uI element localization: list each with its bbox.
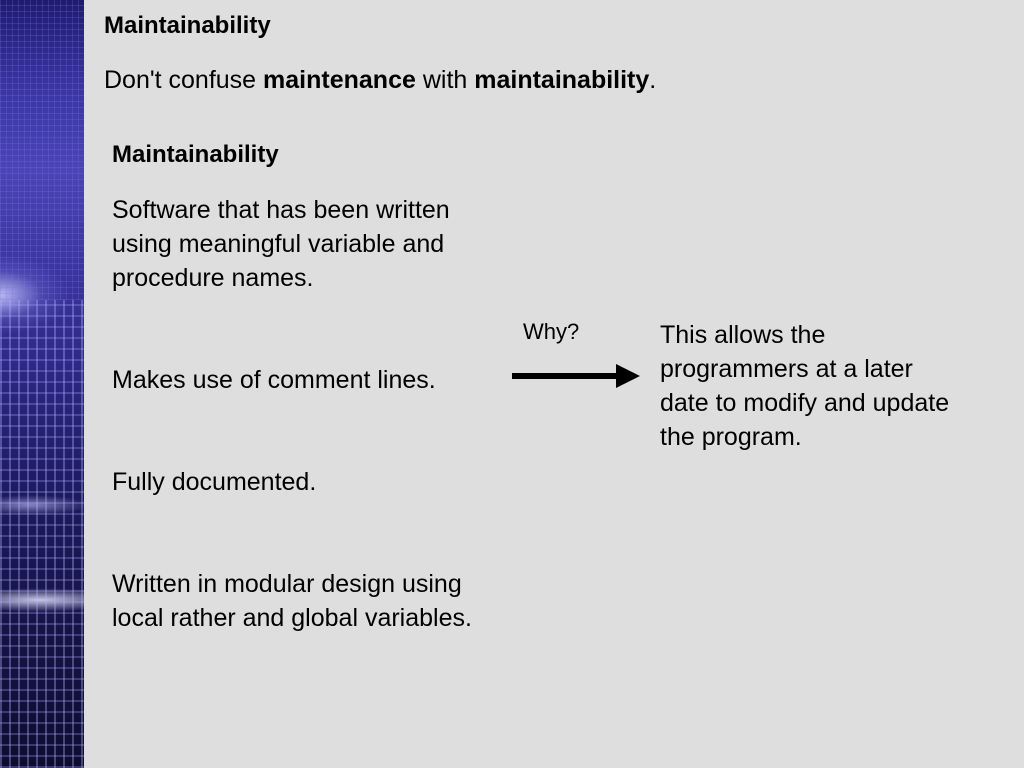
point-modular-line: local rather and global variables. — [112, 604, 472, 632]
section-heading: Maintainability — [112, 141, 279, 168]
why-label: Why? — [523, 319, 580, 344]
definition-text — [112, 193, 450, 295]
definition-line: procedure names. — [112, 264, 314, 292]
explanation-line: the program. — [660, 423, 802, 451]
point-modular-design — [112, 567, 472, 635]
explanation-line: date to modify and update — [660, 389, 950, 417]
side-decoration — [0, 0, 84, 768]
subtitle-post: . — [649, 66, 657, 94]
arrow-right-icon — [510, 362, 642, 390]
subtitle-pre: Don't confuse — [104, 66, 264, 94]
definition-line: using meaningful variable and — [112, 230, 445, 258]
point-fully-documented: Fully documented. — [112, 468, 317, 496]
subtitle-term-maintenance: maintenance — [263, 66, 416, 94]
point-modular-line: Written in modular design using — [112, 570, 462, 598]
subtitle — [104, 63, 656, 97]
point-comment-lines: Makes use of comment lines. — [112, 366, 436, 394]
explanation-line: This allows the — [660, 321, 826, 349]
subtitle-mid: with — [415, 66, 475, 94]
subtitle-term-maintainability: maintainability — [474, 66, 650, 94]
side-decoration-grid — [0, 300, 84, 768]
explanation-line: programmers at a later — [660, 355, 913, 383]
side-decoration-grid-top — [0, 0, 84, 300]
definition-line: Software that has been written — [112, 196, 450, 224]
slide-title: Maintainability — [104, 12, 271, 39]
explanation-text — [660, 318, 949, 454]
